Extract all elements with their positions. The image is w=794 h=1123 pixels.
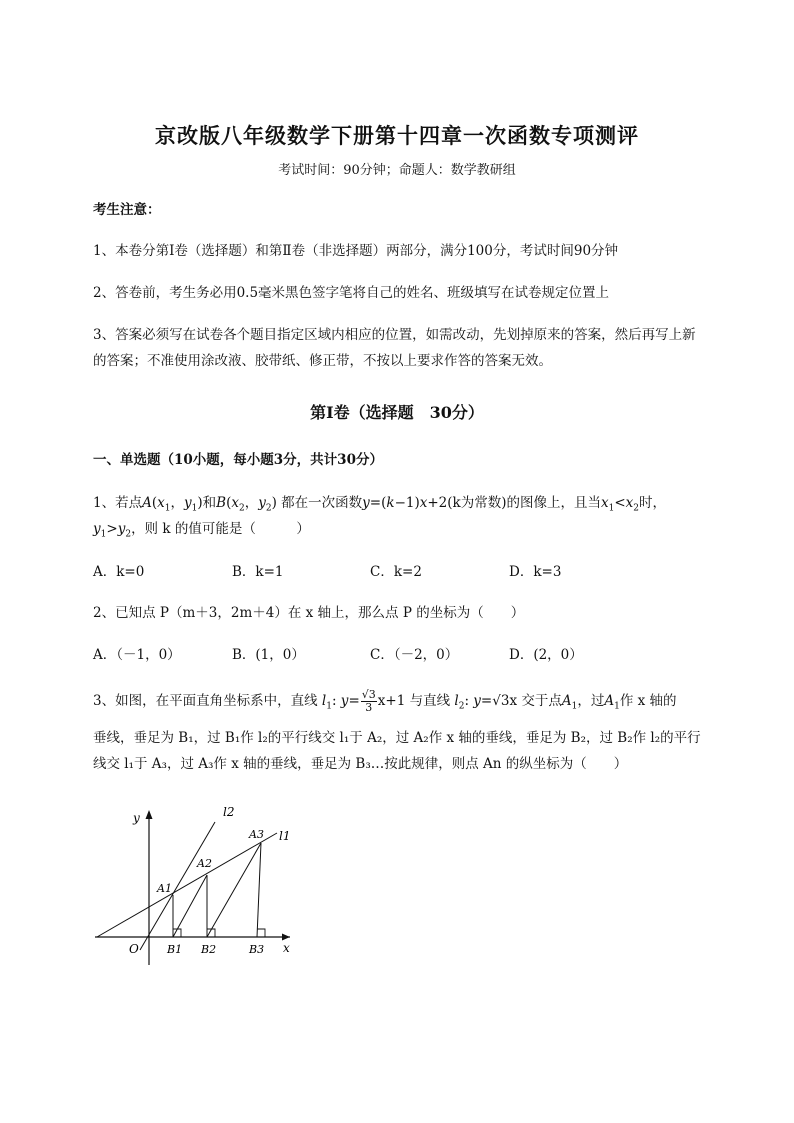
- line-l2: [140, 822, 215, 950]
- y-label: y: [133, 811, 140, 825]
- l2-label: l2: [223, 805, 235, 819]
- page-title: 京改版八年级数学下册第十四章一次函数专项测评: [155, 123, 639, 148]
- q3-line1: 3、如图，在平面直角坐标系中，直线 $l_1$: y= $\frac{√3}{3}$ x+1 与直线 $l_2$: y=√3x 交于点$A_1$，过$A_1$作 x 轴的: [93, 688, 677, 714]
- perp-a3b3: [257, 843, 261, 937]
- b2-label: B2: [201, 943, 217, 956]
- line-l1: [97, 833, 277, 937]
- part-heading: 一、单选题（10小题，每小题3分，共计30分）: [93, 452, 383, 468]
- note-3-cont: 的答案；不准使用涂改液、胶带纸、修正带，不按以上要求作答的答案无效。: [93, 353, 552, 369]
- q1-option-d[interactable]: D．k=3: [509, 564, 562, 580]
- notes-heading: 考生注意：: [93, 202, 161, 218]
- q1-option-c[interactable]: C．k=2: [370, 564, 422, 580]
- a1-label: A1: [157, 882, 172, 895]
- section-title: 第I卷（选择题 30分）: [310, 403, 484, 422]
- note-1: 1、本卷分第I卷（选择题）和第Ⅱ卷（非选择题）两部分，满分100分，考试时间90分钟: [93, 243, 619, 259]
- parallel-b2a3: [207, 843, 261, 937]
- right-angle-b3: [257, 929, 265, 937]
- q3-line3: 线交 l₁于 A₃，过 A₃作 x 轴的垂线，垂足为 B₃…按此规律，则点 An 的纵坐标为（ ）: [93, 756, 628, 772]
- q2-line1: 2、已知点 P（m＋3，2m＋4）在 x 轴上，那么点 P 的坐标为（ ）: [93, 605, 525, 621]
- y-axis-arrow: [146, 810, 153, 819]
- q1-line2: $y_1>y_2$，则 k 的值可能是（ ）: [93, 521, 310, 540]
- q1-line1: 1、若点$A(x_1$，$y_1$)和$B(x_2$，$y_2$) 都在一次函数y=(k−1)x+2(k为常数)的图像上，且当$x_1<x_2$时，: [93, 495, 667, 514]
- x-label: x: [283, 941, 290, 955]
- q2-option-b[interactable]: B．(1，0）: [232, 647, 305, 663]
- coordinate-figure: [85, 800, 315, 970]
- q1-option-b[interactable]: B．k=1: [232, 564, 284, 580]
- note-3: 3、答案必须写在试卷各个题目指定区域内相应的位置，如需改动，先划掉原来的答案，然后再写上新: [93, 327, 696, 343]
- exam-info: 考试时间：90分钟；命题人：数学教研组: [278, 163, 516, 178]
- origin-label: O: [129, 942, 139, 956]
- x-axis-arrow: [282, 934, 290, 941]
- b3-label: B3: [249, 943, 265, 956]
- q2-option-a[interactable]: A．（－1，0）: [93, 647, 181, 663]
- b1-label: B1: [167, 943, 183, 956]
- l1-label: l1: [279, 829, 291, 843]
- q2-option-d[interactable]: D．(2，0）: [509, 647, 583, 663]
- a3-label: A3: [249, 828, 264, 841]
- note-2: 2、答卷前，考生务必用0.5毫米黑色签字笔将自己的姓名、班级填写在试卷规定位置上: [93, 285, 610, 301]
- q1-option-a[interactable]: A．k=0: [93, 564, 145, 580]
- q2-option-c[interactable]: C．（－2，0）: [370, 647, 459, 663]
- q3-line2: 垂线，垂足为 B₁，过 B₁作 l₂的平行线交 l₁于 A₂，过 A₂作 x 轴的垂线，垂足为 B₂，过 B₂作 l₂的平行: [93, 730, 701, 746]
- a2-label: A2: [197, 857, 212, 870]
